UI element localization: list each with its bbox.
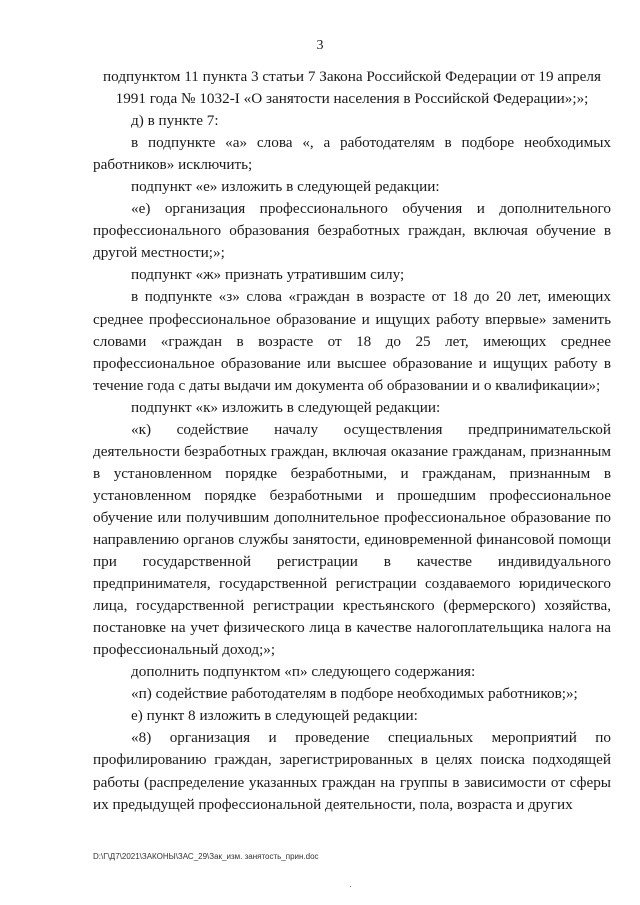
paragraph-9: «к) содействие началу осуществления предпринимательской деятельности безработных граждан, включая оказание гражданам, признанным в установленном порядке безработными, и гражданам, признанным в установленном порядке безработными и прошедшим профессиональное обучение или получившим дополнительное профессиональное образование по направлению органов службы занятости, единовременной финансовой помощи при государственной регистрации в качестве индивидуального предпринимателя, государственной регистрации создаваемого юридического лица, государственной регистрации крестьянского (фермерского) хозяйства, постановке на учет физического лица в качестве налогоплательщика налога на профессиональный доход;»; bbox=[93, 420, 611, 659]
paragraph-3: в подпункте «а» слова «, а работодателям в подборе необходимых работников» исключить; bbox=[93, 134, 611, 174]
paragraph-4: подпункт «е» изложить в следующей редакции: bbox=[131, 178, 440, 196]
paragraph-13: «8) организация и проведение специальных мероприятий по профилированию граждан, зарегистрированных в целях поиска подходящей работы (распределение указанных граждан на группы в зависимости от сферы их предыдущей профессиональной деятельности, пола, возраста и других bbox=[93, 729, 611, 813]
footer-file-path: D:\Г\Д7\2021\ЗАКОНЫ\ЗАС_29\Зак_изм. занятость_прин.doc bbox=[93, 852, 319, 861]
paragraph-6: подпункт «ж» признать утратившим силу; bbox=[131, 266, 405, 284]
paragraph-5: «е) организация профессионального обучения и дополнительного профессионального образования безработных граждан, включая обучение в другой местности;»; bbox=[93, 200, 611, 262]
paragraph-11: «п) содействие работодателям в подборе необходимых работников;»; bbox=[131, 685, 578, 703]
paragraph-8: подпункт «к» изложить в следующей редакции: bbox=[131, 398, 441, 416]
paragraph-7: в подпункте «з» слова «граждан в возрасте от 18 до 20 лет, имеющих среднее профессиональное образование и ищущих работу впервые» заменить словами «граждан в возрасте от 18 до 25 лет, имеющих среднее профессиональное образование или высшее образование и ищущих работу в течение года с даты выдачи им документа об образовании и о квалификации»; bbox=[93, 288, 611, 394]
paragraph-1: подпунктом 11 пункта 3 статьи 7 Закона Российской Федерации от 19 апреля 1991 года № 1032-I «О занятости населения в Российской Федерации»;»; bbox=[103, 68, 601, 108]
paragraph-12: е) пункт 8 изложить в следующей редакции: bbox=[131, 707, 418, 725]
page-number: 3 bbox=[316, 38, 324, 53]
scan-speck bbox=[350, 886, 351, 887]
document-body bbox=[93, 66, 611, 816]
paragraph-10: дополнить подпунктом «п» следующего содержания: bbox=[131, 663, 476, 681]
paragraph-2: д) в пункте 7: bbox=[131, 112, 219, 130]
